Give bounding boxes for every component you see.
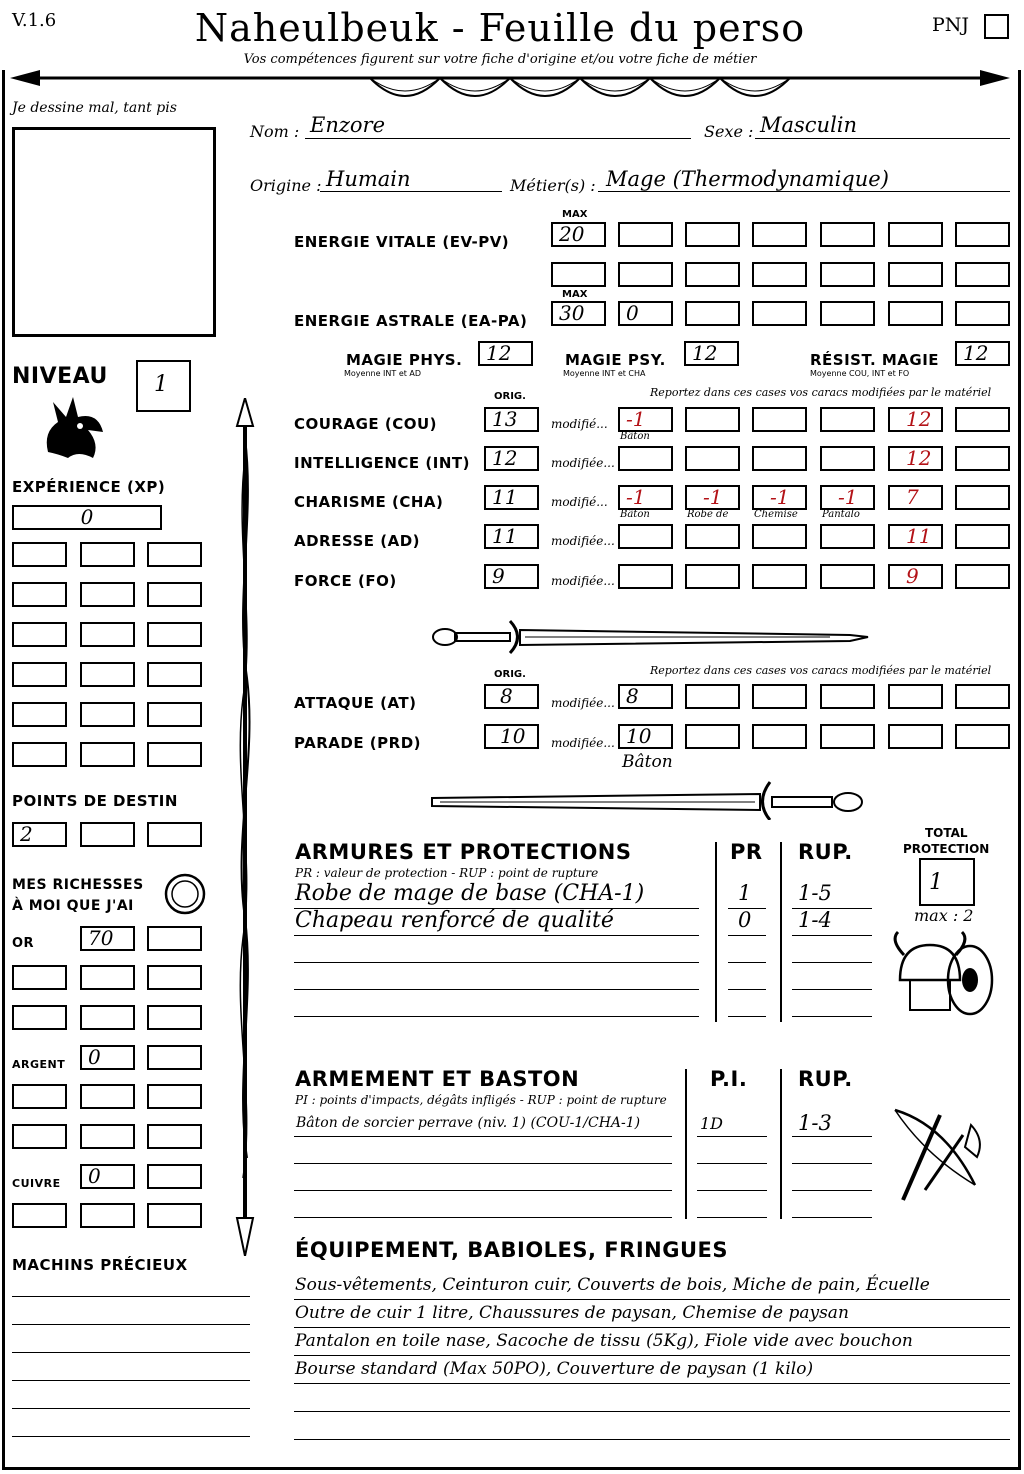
armure-rup-line — [792, 935, 872, 936]
armure-pr-line — [728, 935, 766, 936]
carac-mod-note: Chemise — [754, 509, 798, 520]
ev-box[interactable] — [888, 262, 943, 287]
xp-box[interactable] — [80, 702, 135, 727]
combat-orig-field[interactable]: 10 — [484, 724, 539, 749]
nom-value[interactable]: Enzore — [310, 113, 386, 137]
armure-pr-line — [728, 962, 766, 963]
xp-box[interactable] — [147, 582, 202, 607]
magie-phys-note: Moyenne INT et AD — [344, 369, 422, 378]
carac-mod-field[interactable]: -1 — [820, 485, 875, 510]
armement-divider — [685, 1069, 687, 1219]
richesses-label: MES RICHESSES — [12, 877, 144, 893]
carac-orig-field[interactable]: 11 — [484, 524, 539, 549]
carac-mod-field[interactable] — [955, 407, 1010, 432]
xp-box[interactable] — [80, 742, 135, 767]
origine-label: Origine : — [250, 176, 322, 195]
carac-label: INTELLIGENCE (INT) — [294, 454, 470, 472]
combat-mod-field[interactable]: 10 — [618, 724, 673, 749]
arme-line — [294, 1136, 672, 1137]
or-box[interactable] — [80, 1005, 135, 1030]
destin-label: POINTS DE DESTIN — [12, 792, 178, 810]
ea-box[interactable] — [752, 301, 807, 326]
armure-line — [294, 1016, 699, 1017]
xp-box[interactable] — [80, 662, 135, 687]
arme-line — [294, 1163, 672, 1164]
xp-field[interactable]: 0 — [12, 505, 162, 530]
ev-box[interactable] — [752, 222, 807, 247]
argent-field[interactable]: 0 — [80, 1045, 135, 1070]
armement-note: PI : points d'impacts, dégâts infligés - RUP : point de rupture — [295, 1093, 667, 1107]
xp-box[interactable] — [12, 742, 67, 767]
carac-mod-field[interactable]: -1 — [618, 407, 673, 432]
argent-box[interactable] — [80, 1124, 135, 1149]
or-box[interactable] — [147, 926, 202, 951]
armure-name[interactable]: Chapeau renforcé de qualité — [295, 908, 614, 933]
precieux-line[interactable] — [12, 1436, 250, 1437]
combat-orig-field[interactable]: 8 — [484, 684, 539, 709]
magie-psy-label: MAGIE PSY. — [565, 351, 666, 369]
ev-box[interactable] — [955, 222, 1010, 247]
carac-mod-field[interactable] — [955, 485, 1010, 510]
armure-rup-line — [792, 1016, 872, 1017]
carac-mod-field[interactable] — [820, 564, 875, 589]
ev-box[interactable] — [618, 222, 673, 247]
argent-box[interactable] — [147, 1045, 202, 1070]
ea-max-label: MAX — [562, 289, 588, 300]
carac-mod-field[interactable] — [752, 446, 807, 471]
carac-mod-field[interactable]: 7 — [888, 485, 943, 510]
equipement-line — [294, 1355, 1010, 1356]
carac-modif-label: modifiée... — [551, 456, 615, 470]
sword-icon — [430, 780, 870, 820]
niveau-field[interactable]: 1 — [136, 360, 191, 412]
argent-box[interactable] — [147, 1084, 202, 1109]
combat-mod-field[interactable]: 8 — [618, 684, 673, 709]
armure-rup[interactable]: 1-4 — [798, 908, 832, 932]
equipement-line — [294, 1411, 1010, 1412]
cuivre-box[interactable] — [147, 1203, 202, 1228]
origine-line — [320, 191, 502, 192]
total-protection-field[interactable]: 1 — [919, 858, 975, 906]
carac-mod-field[interactable]: 9 — [888, 564, 943, 589]
armures-note: PR : valeur de protection - RUP : point de rupture — [295, 866, 599, 880]
pnj-label: PNJ — [932, 14, 970, 36]
carac-mod-field[interactable] — [618, 524, 673, 549]
carac-label: FORCE (FO) — [294, 572, 397, 590]
ev-box[interactable] — [955, 262, 1010, 287]
carac-mod-field[interactable] — [618, 446, 673, 471]
precieux-line[interactable] — [12, 1352, 250, 1353]
carac-modif-label: modifiée... — [551, 534, 615, 548]
weapons-icon — [885, 1095, 995, 1210]
ev-box[interactable] — [888, 222, 943, 247]
xp-box[interactable] — [80, 582, 135, 607]
combat-mod-field[interactable] — [955, 684, 1010, 709]
carac-mod-note: Pantalo — [822, 509, 860, 520]
equipement-title: ÉQUIPEMENT, BABIOLES, FRINGUES — [295, 1238, 728, 1262]
helmet-shield-icon — [890, 930, 1000, 1020]
sexe-label: Sexe : — [704, 122, 754, 141]
resist-magie-label: RÉSIST. MAGIE — [810, 351, 940, 369]
richesses-label-2: À MOI QUE J'AI — [12, 898, 134, 914]
ev-box[interactable] — [685, 222, 740, 247]
xp-box[interactable] — [12, 662, 67, 687]
or-label: OR — [12, 936, 35, 951]
caracs-orig-label: ORIG. — [494, 391, 526, 402]
carac-label: ADRESSE (AD) — [294, 532, 421, 550]
ev-box[interactable] — [752, 262, 807, 287]
arme-rup-line — [792, 1217, 872, 1218]
armure-rup[interactable]: 1-5 — [798, 881, 832, 905]
argent-box[interactable] — [80, 1084, 135, 1109]
sword-icon — [430, 615, 870, 655]
armement-rup-header: RUP. — [798, 1067, 853, 1091]
carac-mod-field[interactable]: 12 — [888, 446, 943, 471]
arme-pi-line — [697, 1136, 767, 1137]
arme-pi-line — [697, 1217, 767, 1218]
carac-orig-field[interactable]: 13 — [484, 407, 539, 432]
xp-box[interactable] — [80, 622, 135, 647]
equipement-item[interactable]: Outre de cuir 1 litre, Chaussures de paysan, Chemise de paysan — [295, 1303, 849, 1323]
combat-mod-field[interactable] — [820, 684, 875, 709]
page-subtitle: Vos compétences figurent sur votre fiche d'origine et/ou votre fiche de métier — [243, 52, 757, 67]
dragon-icon — [38, 392, 108, 464]
carac-mod-field[interactable] — [685, 407, 740, 432]
nom-line — [305, 138, 691, 139]
ev-max-label: MAX — [562, 209, 588, 220]
equipement-item[interactable]: Bourse standard (Max 50PO), Couverture de paysan (1 kilo) — [295, 1359, 814, 1379]
combat-mod-field[interactable] — [955, 724, 1010, 749]
ev-max-field[interactable]: 20 — [551, 222, 606, 247]
carac-mod-field[interactable] — [752, 407, 807, 432]
ea-max-field[interactable]: 30 — [551, 301, 606, 326]
niveau-label: NIVEAU — [12, 364, 108, 389]
magie-psy-field[interactable]: 12 — [684, 341, 739, 366]
armures-divider — [780, 842, 782, 1022]
magie-phys-label: MAGIE PHYS. — [346, 351, 463, 369]
armement-divider — [780, 1069, 782, 1219]
carac-mod-field[interactable]: 12 — [888, 407, 943, 432]
or-box[interactable] — [12, 965, 67, 990]
equipement-line — [294, 1439, 1010, 1440]
carac-mod-field[interactable] — [752, 564, 807, 589]
combat-mod-field[interactable] — [752, 724, 807, 749]
xp-box[interactable] — [147, 702, 202, 727]
ev-label: ENERGIE VITALE (EV-PV) — [294, 233, 510, 251]
origine-value[interactable]: Humain — [326, 167, 411, 191]
metier-label: Métier(s) : — [510, 176, 596, 195]
xp-box[interactable] — [12, 542, 67, 567]
ev-box[interactable] — [551, 262, 606, 287]
carac-mod-field[interactable] — [955, 524, 1010, 549]
spear-icon — [225, 398, 265, 1256]
carac-mod-field[interactable] — [685, 524, 740, 549]
ea-box[interactable] — [888, 301, 943, 326]
carac-orig-field[interactable]: 9 — [484, 564, 539, 589]
ea-current-field[interactable]: 0 — [618, 301, 673, 326]
combat-mod-field[interactable] — [820, 724, 875, 749]
metier-line — [598, 191, 1010, 192]
armures-rup-header: RUP. — [798, 840, 853, 864]
xp-box[interactable] — [147, 542, 202, 567]
carac-mod-field[interactable] — [955, 564, 1010, 589]
arme-name[interactable]: Bâton de sorcier perrave (niv. 1) (COU-1/CHA-1) — [296, 1115, 641, 1131]
combat-mod-field[interactable] — [752, 684, 807, 709]
armure-name[interactable]: Robe de mage de base (CHA-1) — [295, 881, 645, 906]
carac-mod-field[interactable] — [955, 446, 1010, 471]
combat-mod-note: Bâton — [622, 752, 673, 772]
carac-mod-field[interactable] — [618, 564, 673, 589]
armement-title: ARMEMENT ET BASTON — [295, 1067, 580, 1091]
carac-mod-field[interactable] — [685, 446, 740, 471]
equipement-line — [294, 1383, 1010, 1384]
armures-title: ARMURES ET PROTECTIONS — [295, 840, 632, 864]
xp-label: EXPÉRIENCE (XP) — [12, 478, 166, 496]
equipement-line — [294, 1299, 1010, 1300]
total-protection-max: max : 2 — [914, 906, 974, 925]
ev-box[interactable] — [685, 262, 740, 287]
combat-label: PARADE (PRD) — [294, 734, 422, 752]
portrait-box[interactable] — [12, 127, 216, 337]
carac-mod-field[interactable] — [820, 524, 875, 549]
ea-box[interactable] — [955, 301, 1010, 326]
coin-icon — [163, 872, 207, 916]
arme-pi-line — [697, 1163, 767, 1164]
cuivre-box[interactable] — [80, 1203, 135, 1228]
armure-rup-line — [792, 989, 872, 990]
ea-label: ENERGIE ASTRALE (EA-PA) — [294, 312, 528, 330]
carac-label: CHARISME (CHA) — [294, 493, 444, 511]
pnj-checkbox[interactable] — [984, 14, 1009, 39]
ev-box[interactable] — [820, 262, 875, 287]
equipement-item[interactable]: Pantalon en toile nase, Sacoche de tissu (5Kg), Fiole vide avec bouchon — [295, 1331, 913, 1351]
argent-box[interactable] — [12, 1124, 67, 1149]
arme-rup-line — [792, 1190, 872, 1191]
or-box[interactable] — [147, 965, 202, 990]
arme-rup[interactable]: 1-3 — [798, 1111, 832, 1135]
carac-mod-field[interactable]: -1 — [618, 485, 673, 510]
armure-pr-line — [728, 989, 766, 990]
combat-mod-field[interactable] — [685, 724, 740, 749]
arme-rup-line — [792, 1163, 872, 1164]
carac-mod-field[interactable]: 11 — [888, 524, 943, 549]
combat-mod-field[interactable] — [888, 684, 943, 709]
carac-mod-note: Bâton — [620, 431, 650, 442]
combat-mod-field[interactable] — [685, 684, 740, 709]
total-protection-label: TOTAL — [925, 826, 968, 840]
magie-psy-note: Moyenne INT et CHA — [563, 369, 646, 378]
cuivre-label: CUIVRE — [12, 1177, 61, 1190]
armement-pi-header: P.I. — [710, 1067, 748, 1091]
resist-magie-note: Moyenne COU, INT et FO — [810, 369, 910, 378]
total-protection-label-2: PROTECTION — [903, 842, 990, 856]
carac-modif-label: modifié... — [551, 417, 608, 431]
armure-line — [294, 962, 699, 963]
sexe-value[interactable]: Masculin — [760, 113, 858, 137]
cuivre-box[interactable] — [12, 1203, 67, 1228]
nom-label: Nom : — [250, 122, 300, 141]
argent-box[interactable] — [12, 1084, 67, 1109]
ev-box[interactable] — [820, 222, 875, 247]
carac-mod-field[interactable]: -1 — [685, 485, 740, 510]
resist-magie-field[interactable]: 12 — [955, 341, 1010, 366]
precieux-line[interactable] — [12, 1324, 250, 1325]
ea-box[interactable] — [820, 301, 875, 326]
destin-box[interactable] — [80, 822, 135, 847]
armure-pr[interactable]: 1 — [738, 881, 752, 905]
metier-value[interactable]: Mage (Thermodynamique) — [606, 167, 889, 191]
armure-line — [294, 989, 699, 990]
sexe-line — [755, 138, 1010, 139]
precieux-line[interactable] — [12, 1408, 250, 1409]
precieux-line[interactable] — [12, 1380, 250, 1381]
carac-mod-field[interactable] — [820, 407, 875, 432]
destin-field[interactable]: 2 — [12, 822, 67, 847]
destin-box[interactable] — [147, 822, 202, 847]
arme-pi-line — [697, 1190, 767, 1191]
or-field[interactable]: 70 — [80, 926, 135, 951]
xp-box[interactable] — [12, 702, 67, 727]
armure-pr-line — [728, 1016, 766, 1017]
armures-divider — [715, 842, 717, 1022]
armure-line — [294, 935, 699, 936]
xp-box[interactable] — [147, 662, 202, 687]
equipement-line — [294, 1327, 1010, 1328]
combat-orig-label: ORIG. — [494, 669, 526, 680]
xp-box[interactable] — [80, 542, 135, 567]
arme-line — [294, 1217, 672, 1218]
ev-box[interactable] — [618, 262, 673, 287]
equipement-item[interactable]: Sous-vêtements, Ceinturon cuir, Couverts de bois, Miche de pain, Écuelle — [295, 1275, 930, 1295]
caracs-report-note: Reportez dans ces cases vos caracs modifiées par le matériel — [650, 386, 992, 399]
page-title: Naheulbeuk - Feuille du perso — [194, 6, 806, 50]
version-label: V.1.6 — [12, 10, 57, 31]
arme-line — [294, 1190, 672, 1191]
carac-orig-field[interactable]: 11 — [484, 485, 539, 510]
combat-label: ATTAQUE (AT) — [294, 694, 417, 712]
magie-phys-field[interactable]: 12 — [478, 341, 533, 366]
combat-mod-field[interactable] — [888, 724, 943, 749]
cuivre-field[interactable]: 0 — [80, 1164, 135, 1189]
carac-mod-field[interactable] — [752, 524, 807, 549]
cuivre-box[interactable] — [147, 1164, 202, 1189]
armure-rup-line — [792, 962, 872, 963]
or-box[interactable] — [12, 1005, 67, 1030]
xp-box[interactable] — [12, 582, 67, 607]
precieux-line[interactable] — [12, 1296, 250, 1297]
or-box[interactable] — [147, 1005, 202, 1030]
carac-orig-field[interactable]: 12 — [484, 446, 539, 471]
combat-report-note: Reportez dans ces cases vos caracs modifiées par le matériel — [650, 664, 992, 677]
or-box[interactable] — [80, 965, 135, 990]
arme-pi[interactable]: 1D — [700, 1114, 724, 1133]
combat-modif-label: modifiée... — [551, 736, 615, 750]
carac-mod-field[interactable]: -1 — [752, 485, 807, 510]
argent-label: ARGENT — [12, 1058, 66, 1071]
portrait-caption: Je dessine mal, tant pis — [12, 100, 177, 116]
carac-modif-label: modifiée... — [551, 574, 615, 588]
precieux-label: MACHINS PRÉCIEUX — [12, 1256, 188, 1274]
argent-box[interactable] — [147, 1124, 202, 1149]
carac-mod-note: Robe de — [687, 509, 729, 520]
xp-box[interactable] — [147, 622, 202, 647]
carac-mod-field[interactable] — [820, 446, 875, 471]
carac-label: COURAGE (COU) — [294, 415, 438, 433]
xp-box[interactable] — [147, 742, 202, 767]
xp-box[interactable] — [12, 622, 67, 647]
combat-modif-label: modifiée... — [551, 696, 615, 710]
carac-modif-label: modifié... — [551, 495, 608, 509]
carac-mod-note: Bâton — [620, 509, 650, 520]
armure-pr[interactable]: 0 — [738, 908, 752, 932]
armures-pr-header: PR — [730, 840, 763, 864]
ea-box[interactable] — [685, 301, 740, 326]
arme-rup-line — [792, 1136, 872, 1137]
carac-mod-field[interactable] — [685, 564, 740, 589]
